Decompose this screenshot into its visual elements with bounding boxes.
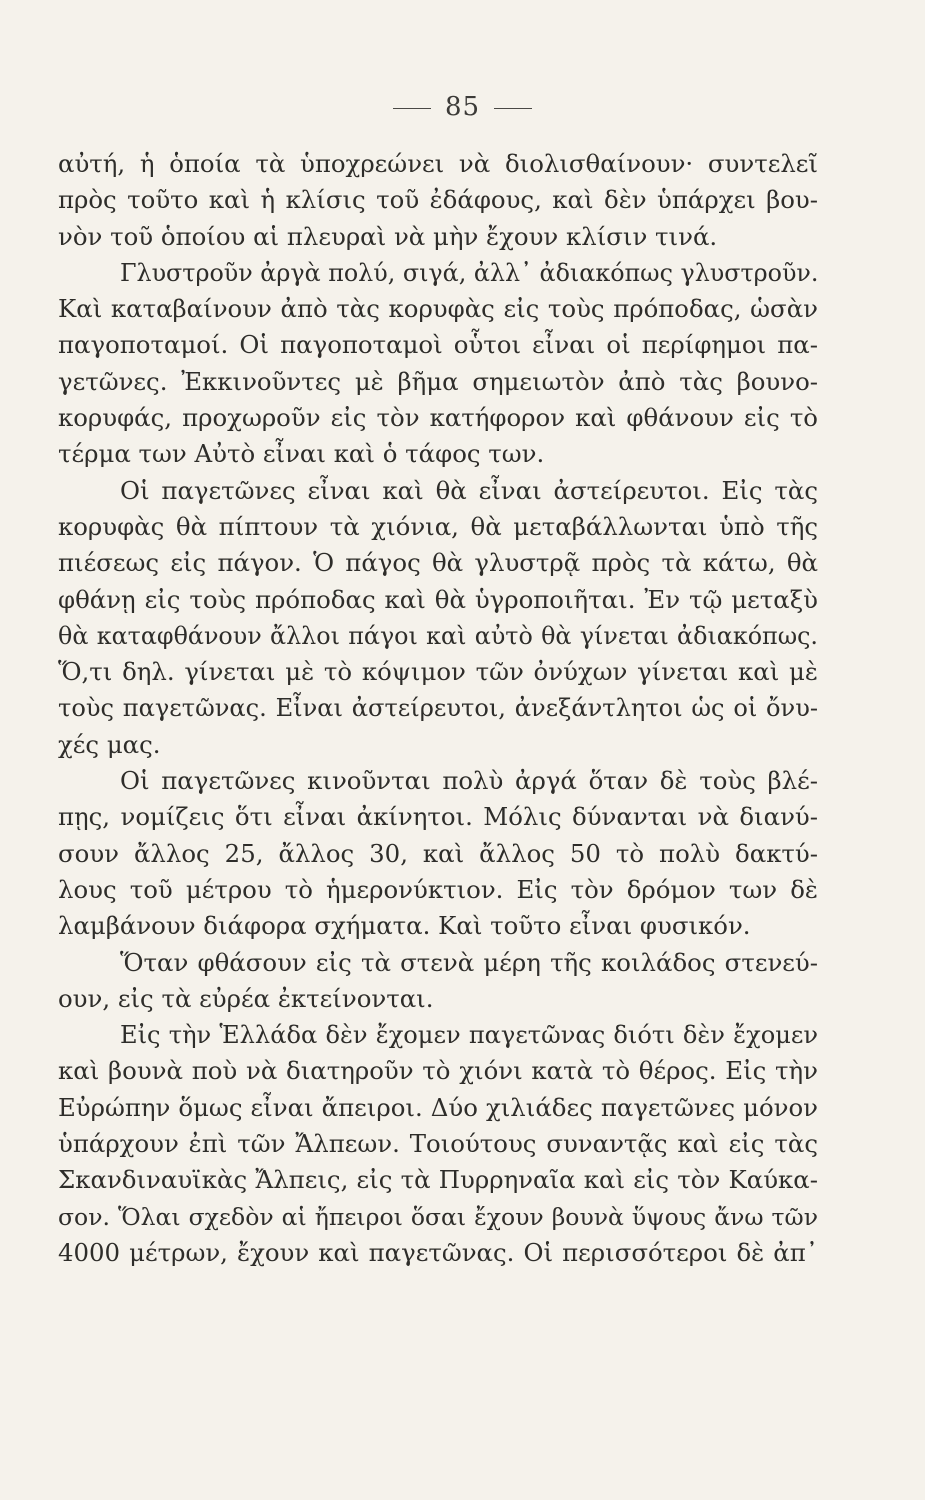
text-line: φθάνῃ εἰς τοὺς πρόποδας καὶ θὰ ὑγροποιῆται. Ἐν τῷ μεταξὺ — [58, 584, 818, 614]
text-line: σουν ἄλλος 25, ἄλλος 30, καὶ ἄλλος 50 τὸ πολὺ δακτύ- — [58, 838, 818, 868]
text-line: λους τοῦ μέτρου τὸ ἡμερονύκτιον. Εἰς τὸν δρόμον των δὲ — [58, 874, 818, 904]
text-line: σον. Ὅλαι σχεδὸν αἱ ἤπειροι ὅσαι ἔχουν βουνὰ ὕψους ἄνω τῶν — [58, 1202, 818, 1231]
text-line: λαμβάνουν διάφορα σχήματα. Καὶ τοῦτο εἶναι φυσικόν. — [58, 911, 751, 941]
text-line: νὸν τοῦ ὁποίου αἱ πλευραὶ νὰ μὴν ἔχουν κλίσιν τινά. — [58, 221, 718, 251]
page-number-dash-right — [494, 108, 532, 109]
text-line: γετῶνες. Ἐκκινοῦντες μὲ βῆμα σημειωτὸν ἀπὸ τὰς βουνο- — [58, 366, 818, 396]
text-line: αὐτή, ἡ ὁποία τὰ ὑποχρεώνει νὰ διολισθαίνουν· συντελεῖ — [58, 149, 818, 178]
text-line: τέρμα των Αὐτὸ εἶναι καὶ ὁ τάφος των. — [58, 439, 545, 469]
text-line: Σκανδιναυϊκὰς Ἄλπεις, εἰς τὰ Πυρρηναῖα καὶ εἰς τὸν Καύκα- — [58, 1165, 818, 1195]
text-line: πῃς, νομίζεις ὅτι εἶναι ἀκίνητοι. Μόλις δύνανται νὰ διανύ- — [58, 802, 818, 832]
text-line: Καὶ καταβαίνουν ἀπὸ τὰς κορυφὰς εἰς τοὺς πρόποδας, ὡσὰν — [58, 294, 818, 324]
text-line: Εἰς τὴν Ἑλλάδα δὲν ἔχομεν παγετῶνας διότι δὲν ἔχομεν — [120, 1021, 818, 1050]
text-line: ὑπάρχουν ἐπὶ τῶν Ἄλπεων. Τοιούτους συναντᾷς καὶ εἰς τὰς — [58, 1129, 818, 1159]
text-line: χές μας. — [58, 729, 161, 759]
text-line: 4000 μέτρων, ἔχουν καὶ παγετῶνας. Οἱ περισσότεροι δὲ ἀπ᾽ — [58, 1237, 818, 1267]
text-line: Οἱ παγετῶνες κινοῦνται πολὺ ἀργά ὅταν δὲ τοὺς βλέ- — [120, 766, 818, 796]
text-line: πρὸς τοῦτο καὶ ἡ κλίσις τοῦ ἐδάφους, καὶ δὲν ὑπάρχει βου- — [58, 185, 818, 215]
text-line: Εὐρώπην ὅμως εἶναι ἄπειροι. Δύο χιλιάδες παγετῶνες μόνον — [58, 1092, 818, 1122]
text-line: τοὺς παγετῶνας. Εἶναι ἀστείρευτοι, ἀνεξάντλητοι ὡς οἱ ὄνυ- — [58, 694, 818, 723]
text-line: ουν, εἰς τὰ εὐρέα ἐκτείνονται. — [58, 983, 434, 1013]
text-line: καὶ βουνὰ ποὺ νὰ διατηροῦν τὸ χιόνι κατὰ τὸ θέρος. Εἰς τὴν — [58, 1056, 818, 1086]
body-text — [58, 146, 818, 1271]
text-line: θὰ καταφθάνουν ἄλλοι πάγοι καὶ αὐτὸ θὰ γίνεται ἀδιακόπως. — [58, 621, 818, 650]
page-number — [0, 92, 925, 122]
page-number-dash-left — [393, 108, 431, 109]
text-line: Ὅταν φθάσουν εἰς τὰ στενὰ μέρη τῆς κοιλάδος στενεύ- — [120, 947, 818, 977]
text-line: Γλυστροῦν ἀργὰ πολύ, σιγά, ἀλλ᾽ ἀδιακόπως γλυστροῦν. — [120, 258, 819, 287]
text-line: κορυφάς, προχωροῦν εἰς τὸν κατήφορον καὶ φθάνουν εἰς τὸ — [58, 403, 818, 433]
text-line: παγοποταμοί. Οἱ παγοποταμοὶ οὗτοι εἶναι οἱ περίφημοι πα- — [58, 330, 818, 360]
text-line: κορυφὰς θὰ πίπτουν τὰ χιόνια, θὰ μεταβάλλωνται ὑπὸ τῆς — [58, 511, 818, 541]
text-line: Οἱ παγετῶνες εἶναι καὶ θὰ εἶναι ἀστείρευτοι. Εἰς τὰς — [120, 475, 818, 505]
text-line: πιέσεως εἰς πάγον. Ὁ πάγος θὰ γλυστρᾷ πρὸς τὰ κάτω, θὰ — [58, 548, 818, 578]
page-number-value: 85 — [444, 92, 481, 122]
text-line: Ὅ,τι δηλ. γίνεται μὲ τὸ κόψιμον τῶν ὀνύχων γίνεται καὶ μὲ — [58, 657, 818, 687]
